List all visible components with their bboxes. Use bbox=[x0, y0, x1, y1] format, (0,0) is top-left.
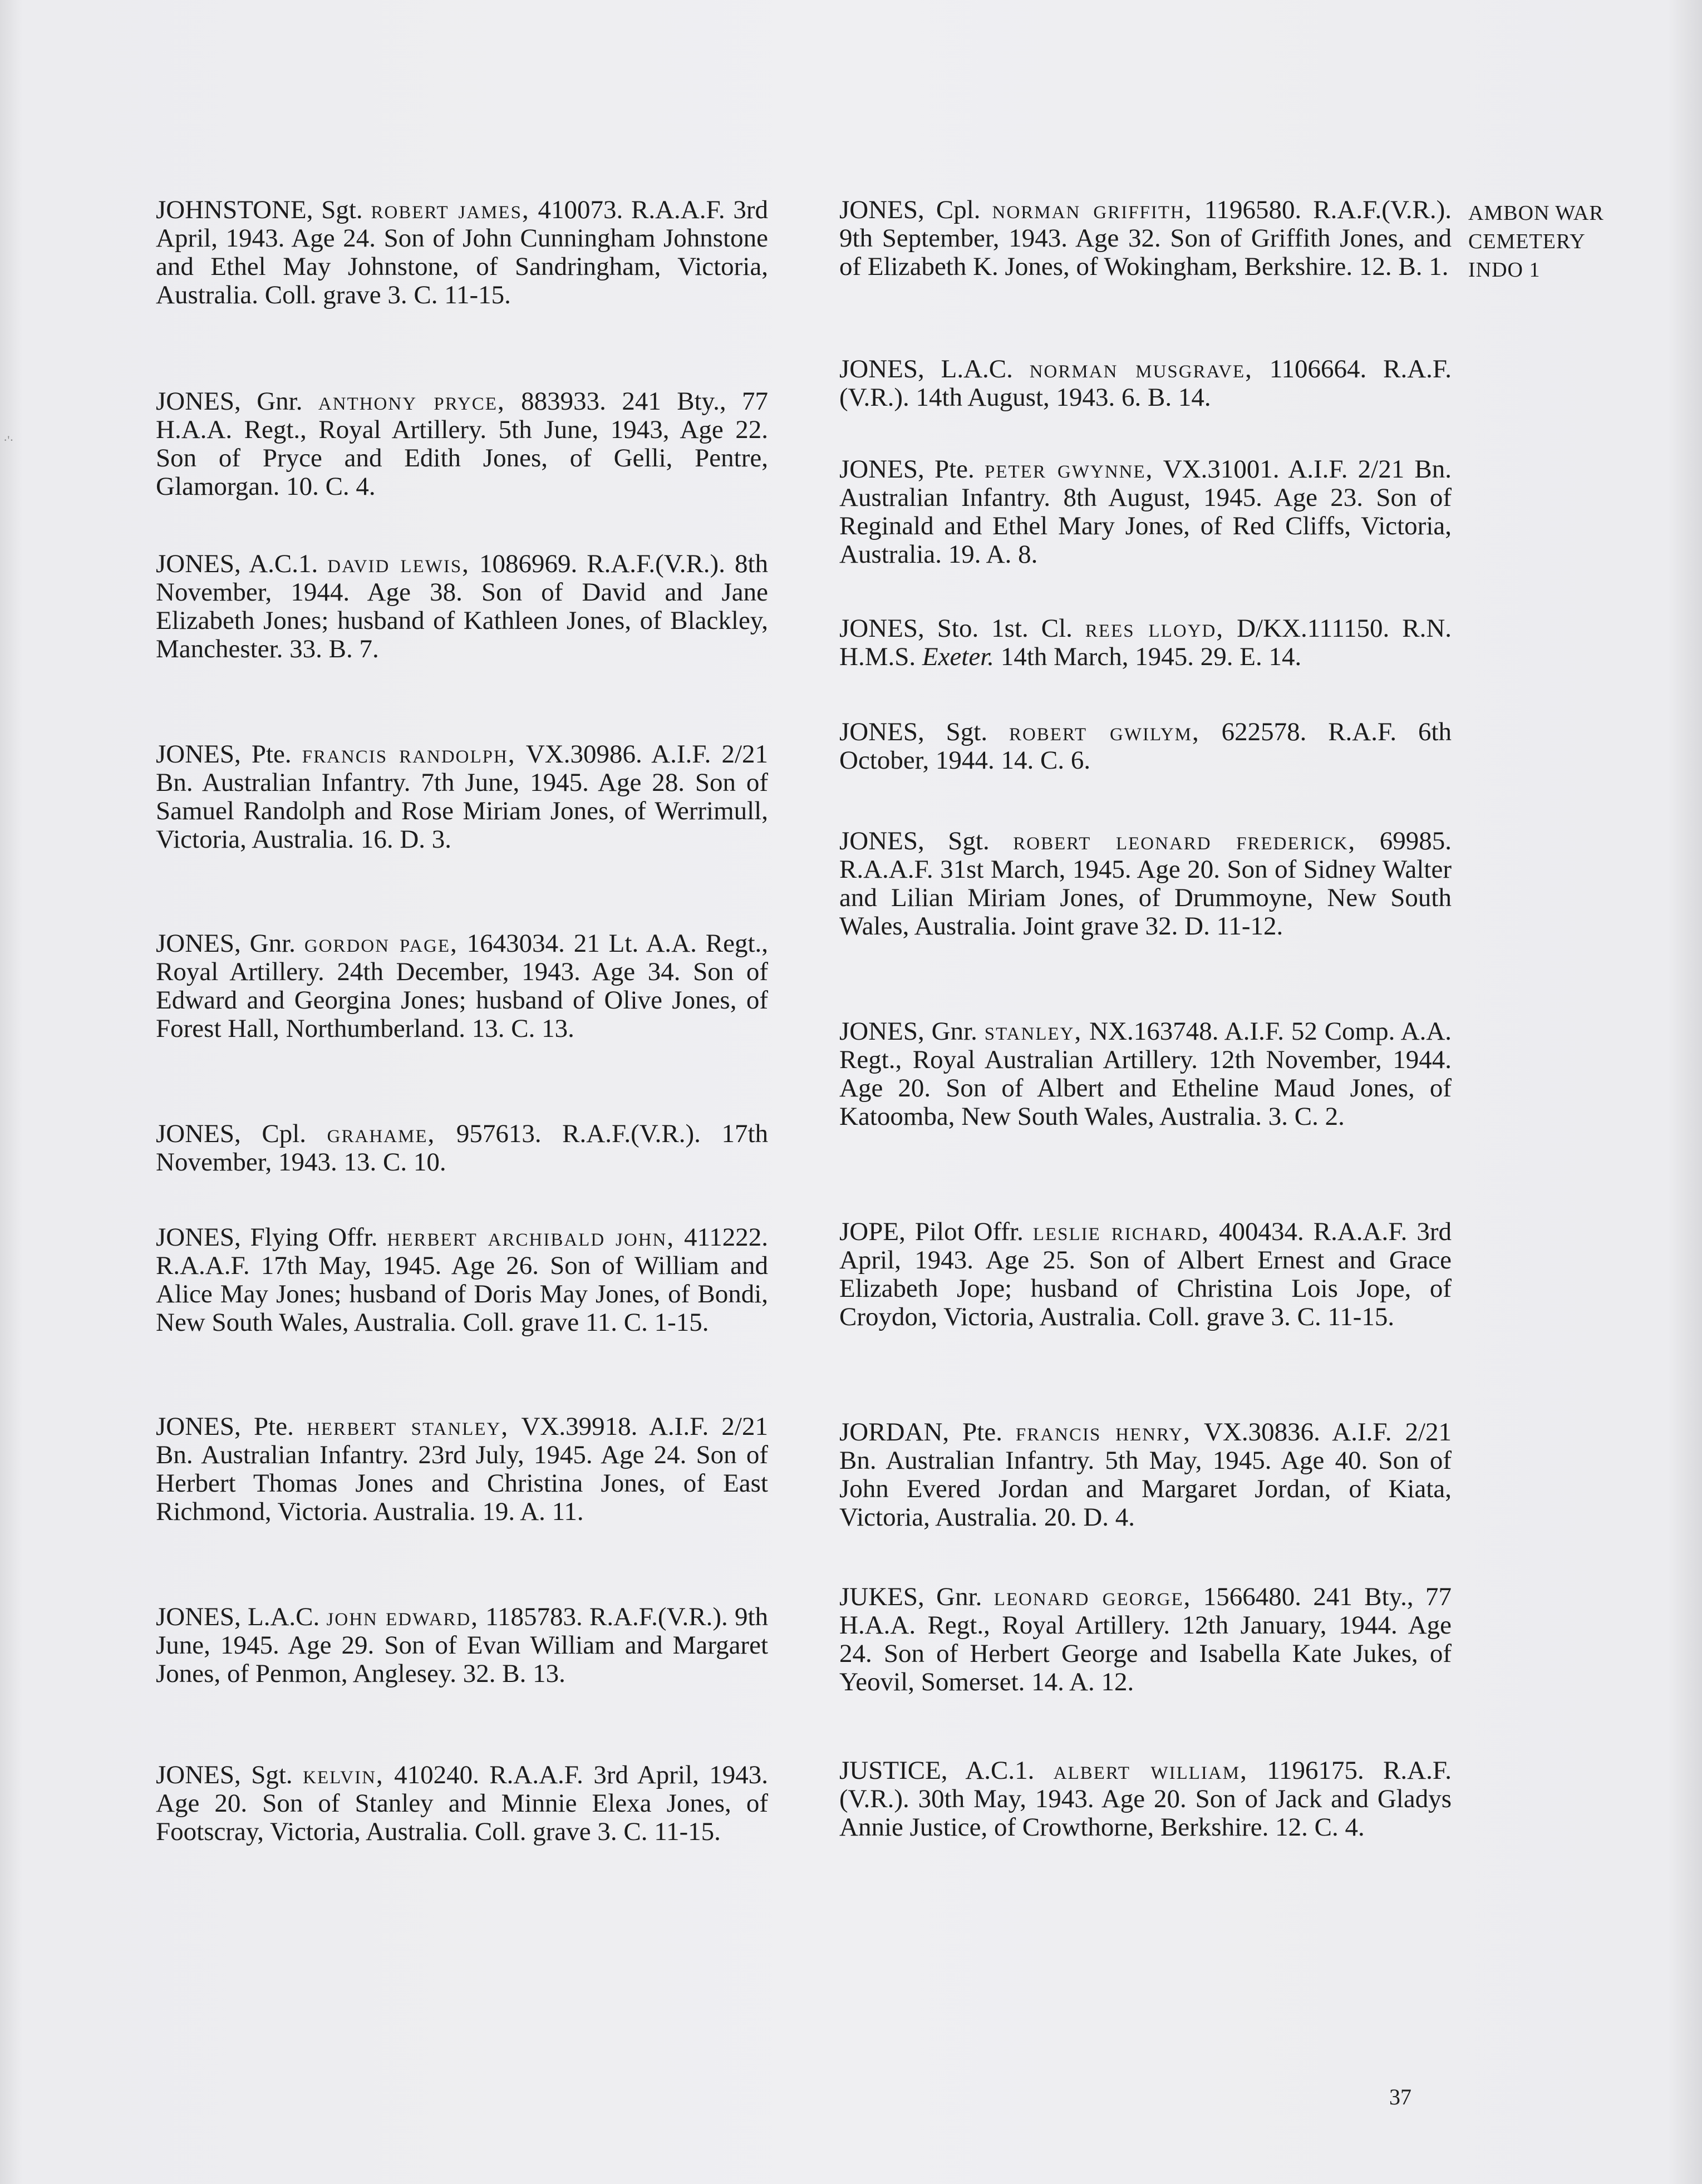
cemetery-note-line: INDO 1 bbox=[1468, 258, 1541, 282]
cemetery-note bbox=[1468, 199, 1604, 284]
entry-jukes-leonard-george: JUKES, Gnr. leonard george, 1566480. 241 Bty., 77 H.A.A. Regt., Royal Artillery. 12th January, 1944. Age 24. Son of Herbert George and Isabella Kate Jukes, of Yeovil, Somerset. 14. A. 12. bbox=[839, 1582, 1452, 1696]
entry-johnstone-robert-james: JOHNSTONE, Sgt. robert james, 410073. R.A.A.F. 3rd April, 1943. Age 24. Son of John Cunningham Johnstone and Ethel May Johnstone, of Sandringham, Victoria, Australia. Coll. grave 3. C. 11-15. bbox=[156, 195, 769, 309]
entry-jones-gordon-page: JONES, Gnr. gordon page, 1643034. 21 Lt. A.A. Regt., Royal Artillery. 24th December, 1943. Age 34. Son of Edward and Georgina Jones; husband of Olive Jones, of Forest Hall, Northumberland. 13. C. 13. bbox=[156, 929, 769, 1043]
entry-jones-peter-gwynne: JONES, Pte. peter gwynne, VX.31001. A.I.F. 2/21 Bn. Australian Infantry. 8th August, 1945. Age 23. Son of Reginald and Ethel Mary Jones, of Red Cliffs, Victoria, Australia. 19. A. 8. bbox=[839, 455, 1452, 569]
entry-jones-kelvin: JONES, Sgt. kelvin, 410240. R.A.A.F. 3rd April, 1943. Age 20. Son of Stanley and Minnie Elexa Jones, of Footscray, Victoria, Australia. Coll. grave 3. C. 11-15. bbox=[156, 1760, 769, 1846]
entry-jones-grahame: JONES, Cpl. grahame, 957613. R.A.F.(V.R.). 17th November, 1943. 13. C. 10. bbox=[156, 1119, 769, 1177]
cemetery-note-line: AMBON WAR bbox=[1468, 201, 1604, 225]
entry-jordan-francis-henry: JORDAN, Pte. francis henry, VX.30836. A.I.F. 2/21 Bn. Australian Infantry. 5th May, 1945. Age 40. Son of John Evered Jordan and Margaret Jordan, of Kiata, Victoria, Australia. 20. D. 4. bbox=[839, 1418, 1452, 1532]
entry-jones-robert-gwilym: JONES, Sgt. robert gwilym, 622578. R.A.F. 6th October, 1944. 14. C. 6. bbox=[839, 717, 1452, 775]
entry-justice-albert-william: JUSTICE, A.C.1. albert william, 1196175. R.A.F.(V.R.). 30th May, 1943. Age 20. Son of Jack and Gladys Annie Justice, of Crowthorne, Berkshire. 12. C. 4. bbox=[839, 1756, 1452, 1842]
entry-jones-robert-leonard-frederick: JONES, Sgt. robert leonard frederick, 69985. R.A.A.F. 31st March, 1945. Age 20. Son of Sidney Walter and Lilian Miriam Jones, of Drummoyne, New South Wales, Australia. Joint grave 32. D. 11-12. bbox=[839, 827, 1452, 941]
entry-jones-stanley: JONES, Gnr. stanley, NX.163748. A.I.F. 52 Comp. A.A. Regt., Royal Australian Artillery. 12th November, 1944. Age 20. Son of Albert and Etheline Maud Jones, of Katoomba, New South Wales, Australia. 3. C. 2. bbox=[839, 1017, 1452, 1131]
entry-jones-john-edward: JONES, L.A.C. john edward, 1185783. R.A.F.(V.R.). 9th June, 1945. Age 29. Son of Evan William and Margaret Jones, of Penmon, Anglesey. 32. B. 13. bbox=[156, 1602, 769, 1688]
entry-jones-david-lewis: JONES, A.C.1. david lewis, 1086969. R.A.F.(V.R.). 8th November, 1944. Age 38. Son of David and Jane Elizabeth Jones; husband of Kathleen Jones, of Blackley, Manchester. 33. B. 7. bbox=[156, 549, 769, 663]
entry-jones-herbert-archibald-john: JONES, Flying Offr. herbert archibald john, 411222. R.A.A.F. 17th May, 1945. Age 26. Son of William and Alice May Jones; husband of Doris May Jones, of Bondi, New South Wales, Australia. Coll. grave 11. C. 1-15. bbox=[156, 1223, 769, 1337]
page-number: 37 bbox=[1389, 2084, 1411, 2109]
entry-jones-herbert-stanley: JONES, Pte. herbert stanley, VX.39918. A.I.F. 2/21 Bn. Australian Infantry. 23rd July, 1945. Age 24. Son of Herbert Thomas Jones and Christina Jones, of East Richmond, Victoria. Australia. 19. A. 11. bbox=[156, 1412, 768, 1526]
entry-jope-leslie-richard: JOPE, Pilot Offr. leslie richard, 400434. R.A.A.F. 3rd April, 1943. Age 25. Son of Albert Ernest and Grace Elizabeth Jope; husband of Christina Lois Jope, of Croydon, Victoria, Australia. Coll. grave 3. C. 11-15. bbox=[839, 1217, 1452, 1331]
ship-name: Exeter. bbox=[922, 642, 995, 671]
cemetery-note-line: CEMETERY bbox=[1468, 230, 1586, 253]
entry-jones-norman-griffith: JONES, Cpl. norman griffith, 1196580. R.A.F.(V.R.). 9th September, 1943. Age 32. Son of Griffith Jones, and of Elizabeth K. Jones, of Wokingham, Berkshire. 12. B. 1. bbox=[839, 195, 1452, 281]
entry-jones-rees-lloyd: JONES, Sto. 1st. Cl. rees lloyd, D/KX.111150. R.N. H.M.S. Exeter. 14th March, 1945. 29. E. 14. bbox=[839, 614, 1452, 671]
margin-mark: ·'· bbox=[3, 433, 14, 447]
entry-jones-francis-randolph: JONES, Pte. francis randolph, VX.30986. A.I.F. 2/21 Bn. Australian Infantry. 7th June, 1945. Age 28. Son of Samuel Randolph and Rose Miriam Jones, of Werrimull, Victoria, Australia. 16. D. 3. bbox=[156, 740, 768, 854]
entry-jones-norman-musgrave: JONES, L.A.C. norman musgrave, 1106664. R.A.F.(V.R.). 14th August, 1943. 6. B. 14. bbox=[839, 355, 1452, 412]
entry-jones-anthony-pryce: JONES, Gnr. anthony pryce, 883933. 241 Bty., 77 H.A.A. Regt., Royal Artillery. 5th June, 1943, Age 22. Son of Pryce and Edith Jones, of Gelli, Pentre, Glamorgan. 10. C. 4. bbox=[156, 387, 769, 501]
